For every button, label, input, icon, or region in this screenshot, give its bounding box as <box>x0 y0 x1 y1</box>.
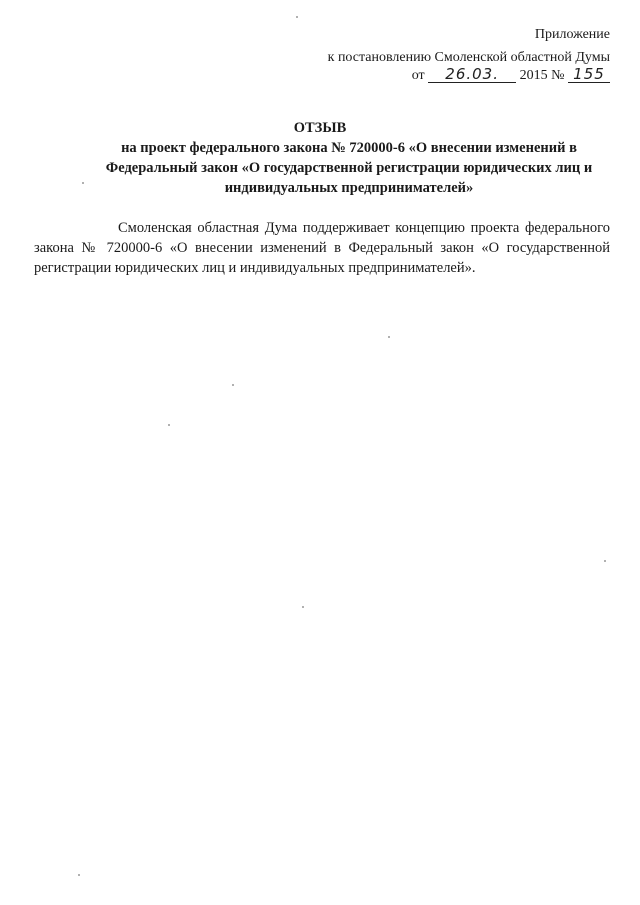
from-label: от <box>411 68 425 83</box>
document-title: ОТЗЫВ <box>293 120 347 136</box>
body-paragraph-block <box>34 218 610 278</box>
annex-date-number-line <box>412 66 610 85</box>
year-number-label: 2015 № <box>519 68 565 83</box>
scan-speck <box>82 182 84 184</box>
scan-speck <box>296 16 298 18</box>
scan-speck <box>78 874 80 876</box>
scan-speck <box>302 606 304 608</box>
scan-speck <box>232 384 234 386</box>
document-subtitle: на проект федерального закона № 720000-6 «О внесении изменений в Федеральный закон «О государственной регистрации юридических лиц и индивидуальных предпринимателей» <box>105 140 593 196</box>
annex-title: Приложение <box>534 27 610 42</box>
handwritten-date: 26.03. <box>428 66 516 83</box>
scan-speck <box>168 424 170 426</box>
handwritten-number: 155 <box>568 66 610 83</box>
scan-speck <box>388 336 390 338</box>
body-paragraph: Смоленская областная Дума поддерживает концепцию проекта федерального закона № 720000-6 «О внесении изменений в Федеральный закон «О государственной регистрации юридических лиц и индивидуальных предпринимателей». <box>34 220 610 276</box>
annex-resolution-line: к постановлению Смоленской областной Думы <box>327 50 610 65</box>
scan-speck <box>604 560 606 562</box>
